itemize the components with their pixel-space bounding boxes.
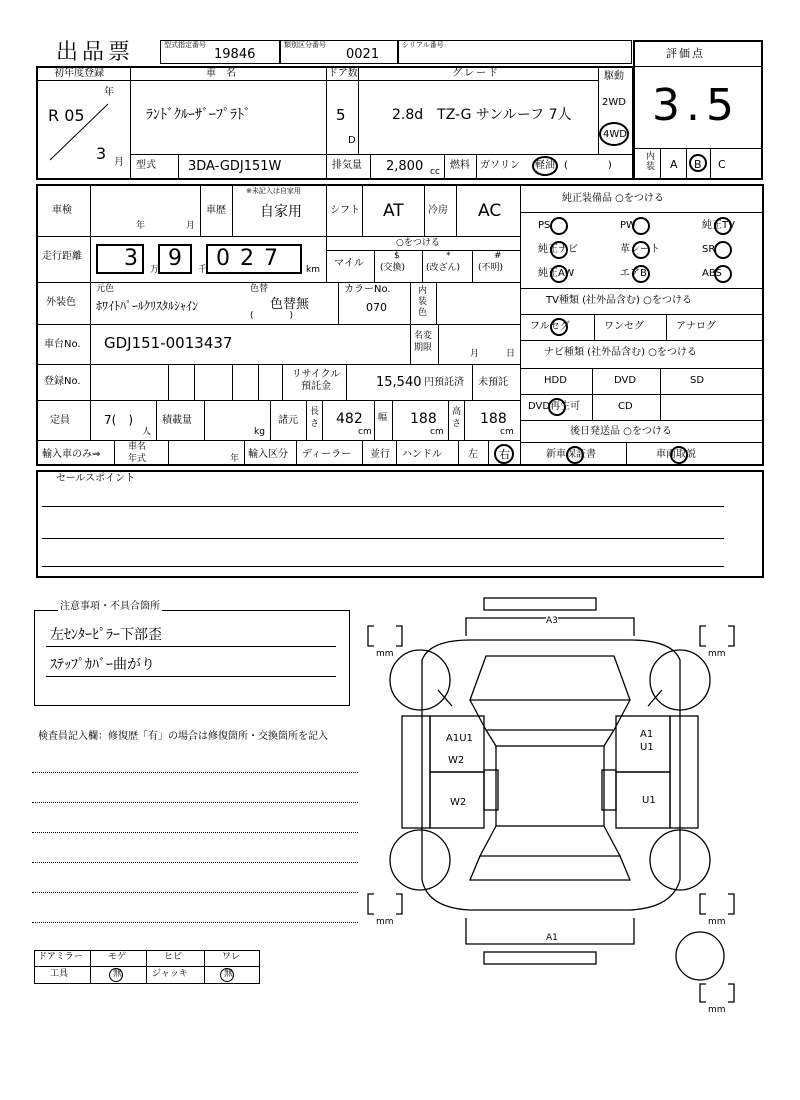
capacity-label: 定員: [50, 415, 70, 426]
dealer-label: ディーラー: [302, 449, 352, 460]
mm-label-spare: mm: [708, 1005, 726, 1015]
mileage-digit: 2: [240, 246, 254, 271]
navi-option: CD: [618, 401, 633, 412]
diagram-rf-door: A1: [640, 729, 654, 740]
fuel-gasoline: ガソリン: [480, 160, 520, 171]
doors-sub: D: [348, 135, 356, 146]
mark-tamper-sym: *: [446, 251, 451, 261]
inspection-label: 車検: [52, 205, 72, 216]
model-no-label: 型式指定番号: [164, 41, 206, 49]
orig-color-label: 元色: [96, 284, 115, 294]
width-label: 幅: [378, 413, 388, 423]
model-label: 型式: [136, 160, 156, 171]
mileage-label: 走行距離: [42, 251, 82, 262]
first-reg-label: 初年度登録: [54, 68, 104, 79]
chassis-value: GDJ151-0013437: [104, 334, 233, 352]
mark-exchange: (交換): [380, 263, 406, 273]
capacity-value: 7( ): [104, 413, 133, 427]
dims-label: 諸元: [278, 415, 298, 426]
mark-unknown-sym: #: [494, 251, 502, 261]
diagram-lf-door: A1U1: [446, 733, 473, 744]
equipment-item: 純正AW: [538, 268, 575, 279]
serial-label: シリアル番号: [402, 41, 444, 49]
navi-option: DVD: [614, 375, 637, 386]
height-label: 高さ: [452, 407, 462, 429]
history-value: 自家用: [260, 204, 302, 220]
chassis-label: 車台No.: [44, 339, 81, 350]
doors-label: ドア数: [328, 68, 358, 79]
jack-value: 無: [224, 969, 234, 979]
notes-label: 注意事項・不具合箇所: [60, 601, 160, 612]
ac-label: 冷房: [428, 205, 448, 216]
sales-label: セールスポイント: [56, 473, 136, 484]
tv-option: フルセグ: [530, 321, 570, 332]
diagram-rf-door-2: U1: [640, 742, 654, 753]
later-title: 後日発送品 ○をつける: [570, 426, 672, 437]
history-label: 車歴: [206, 205, 226, 216]
height-unit: cm: [500, 427, 514, 437]
mirror-moge: モゲ: [108, 952, 127, 962]
mm-label-rl: mm: [376, 917, 394, 927]
mark-unknown: (不明): [478, 263, 504, 273]
interior-b: B: [694, 158, 702, 171]
diagram-lf-door-2: W2: [448, 755, 465, 766]
orig-color-value: ﾎﾜｲﾄﾊﾟｰﾙｸﾘｽﾀﾙｼｬｲﾝ: [96, 299, 199, 313]
later-warranty: 新車保証書: [546, 449, 596, 460]
equipment-item: ABS: [702, 268, 722, 279]
score-value: 3.5: [652, 80, 740, 131]
inspection-month-unit: 月: [186, 221, 196, 231]
tv-option: ワンセグ: [604, 321, 644, 332]
mirror-ware: ワレ: [222, 952, 241, 962]
drive-2wd: 2WD: [602, 97, 626, 108]
displacement-value: 2,800: [386, 159, 424, 174]
navi-option: DVD再生可: [528, 401, 581, 412]
color-no-label: カラーNo.: [344, 284, 391, 295]
color-no-value: 070: [366, 301, 387, 314]
import-label: 輸入車のみ⇒: [42, 449, 101, 460]
model-year-unit: 年: [230, 454, 240, 464]
class-no-value: 0021: [346, 47, 380, 62]
inspector-label: 検査員記入欄：修復歴「有」の場合は修復箇所・交換箇所を記入: [38, 731, 328, 742]
handle-right: 右: [499, 448, 510, 461]
km-unit: km: [306, 265, 320, 275]
length-label: 長さ: [310, 407, 320, 429]
mm-label-fr: mm: [708, 649, 726, 659]
diagram-rr-door: U1: [642, 795, 656, 806]
name-label: 車 名: [206, 68, 236, 79]
fuel-diesel: 軽油: [535, 160, 555, 171]
recycle-label: リサイクル預託金: [291, 369, 341, 392]
mileage-digit: 7: [264, 246, 278, 271]
navi-option: SD: [690, 375, 705, 386]
mm-label-rr: mm: [708, 917, 726, 927]
length-value: 482: [336, 411, 363, 427]
recycle-value: 15,540: [376, 375, 422, 390]
model-no-value: 19846: [214, 47, 256, 62]
jack-label: ジャッキ: [152, 969, 188, 979]
equipment-item: PS: [538, 220, 551, 231]
ac-value: AC: [478, 201, 502, 221]
repaint-value: 色替無: [270, 297, 310, 312]
reg-no-label: 登録No.: [44, 376, 81, 387]
grade-value: 2.8d TZ-G サンルーフ 7人: [392, 107, 572, 123]
model-year-label: 年式: [128, 454, 147, 464]
repaint-paren: ( ): [250, 311, 294, 321]
fuel-other: ( ): [564, 160, 612, 171]
vehicle-name: ﾗﾝﾄﾞｸﾙｰｻﾞｰﾌﾟﾗﾄﾞ: [146, 107, 251, 123]
history-note: ※未記入は自家用: [246, 187, 301, 195]
class-no-label: 類別区分番号: [284, 41, 326, 49]
equipment-item: 革シート: [620, 244, 660, 255]
drive-label: 駆動: [604, 71, 624, 82]
interior-color-label: 内装色: [418, 286, 428, 318]
meigi-day: 日: [506, 349, 516, 359]
doors-value: 5: [336, 106, 346, 124]
tv-title: TV種類 (社外品含む) ○をつける: [546, 295, 692, 306]
sen-unit: 千: [198, 265, 208, 275]
mileage-digit: 0: [216, 246, 230, 271]
equipment-item: 純正ナビ: [538, 244, 578, 255]
interior-label: 内装: [646, 152, 656, 172]
man-unit: 万: [150, 265, 160, 275]
equipment-item: PW: [620, 220, 636, 231]
recycle-paid: 円預託済: [424, 377, 464, 388]
handle-left: 左: [468, 449, 478, 460]
tool-value: 無: [113, 969, 123, 979]
mileage-digit: 9: [168, 246, 182, 271]
height-value: 188: [480, 411, 507, 427]
mirror-hibi: ヒビ: [164, 952, 183, 962]
parallel-label: 並行: [370, 449, 390, 460]
displacement-unit: cc: [430, 167, 440, 177]
model-year-note: 車名: [128, 442, 147, 452]
inspection-year-unit: 年: [136, 221, 146, 231]
load-label: 積載量: [162, 415, 192, 426]
shift-value: AT: [383, 201, 404, 221]
meigi-month: 月: [470, 349, 480, 359]
note-line-1: 左ｾﾝﾀｰﾋﾟﾗｰ下部歪: [50, 627, 162, 643]
meigi-label: 名変期限: [414, 331, 433, 353]
mark-note: ○をつける: [396, 238, 440, 248]
mm-label-fl: mm: [376, 649, 394, 659]
month-value: 3: [96, 144, 107, 163]
grade-label: グレード: [452, 68, 500, 79]
exterior-label: 外装色: [46, 297, 76, 308]
diagram-front-label: A3: [546, 616, 558, 626]
mark-exchange-sym: $: [394, 251, 400, 261]
shift-label: シフト: [330, 205, 360, 216]
interior-a: A: [670, 158, 678, 171]
width-value: 188: [410, 411, 437, 427]
mile-label: マイル: [334, 258, 364, 269]
era-value: R 05: [48, 106, 85, 125]
import-type-label: 輸入区分: [248, 449, 288, 460]
tool-label: 工具: [50, 969, 69, 979]
drive-4wd: 4WD: [603, 129, 627, 140]
interior-c: C: [718, 158, 726, 171]
diagram-rear-label: A1: [546, 933, 558, 943]
equipment-item: エアB: [620, 268, 647, 279]
model-value: 3DA-GDJ151W: [188, 159, 282, 174]
mileage-digit: 3: [124, 246, 138, 271]
year-unit: 年: [104, 87, 114, 98]
load-unit: kg: [254, 427, 265, 437]
equipment-title: 純正装備品 ○をつける: [562, 193, 664, 204]
mirror-header: ドアミラー: [38, 952, 83, 962]
equipment-item: SR: [702, 244, 716, 255]
later-manual: 車両取説: [656, 449, 696, 460]
width-unit: cm: [430, 427, 444, 437]
tv-option: アナログ: [676, 321, 716, 332]
handle-label: ハンドル: [402, 449, 442, 460]
diagram-lr-door: W2: [450, 797, 467, 808]
equipment-item: 純正TV: [702, 220, 735, 231]
fuel-label: 燃料: [450, 160, 470, 171]
capacity-unit: 人: [142, 427, 152, 437]
displacement-label: 排気量: [332, 160, 362, 171]
score-label: 評価点: [666, 47, 705, 60]
navi-option: HDD: [544, 375, 567, 386]
recycle-unpaid: 未預託: [478, 377, 508, 388]
mark-tamper: (改ざん): [426, 263, 461, 273]
navi-title: ナビ種類 (社外品含む) ○をつける: [544, 347, 697, 358]
note-line-2: ｽﾃｯﾌﾟｶﾊﾞｰ曲がり: [50, 657, 155, 673]
month-unit: 月: [114, 157, 124, 168]
length-unit: cm: [358, 427, 372, 437]
page-title: 出品票: [56, 40, 135, 65]
repaint-label: 色替: [250, 284, 269, 294]
